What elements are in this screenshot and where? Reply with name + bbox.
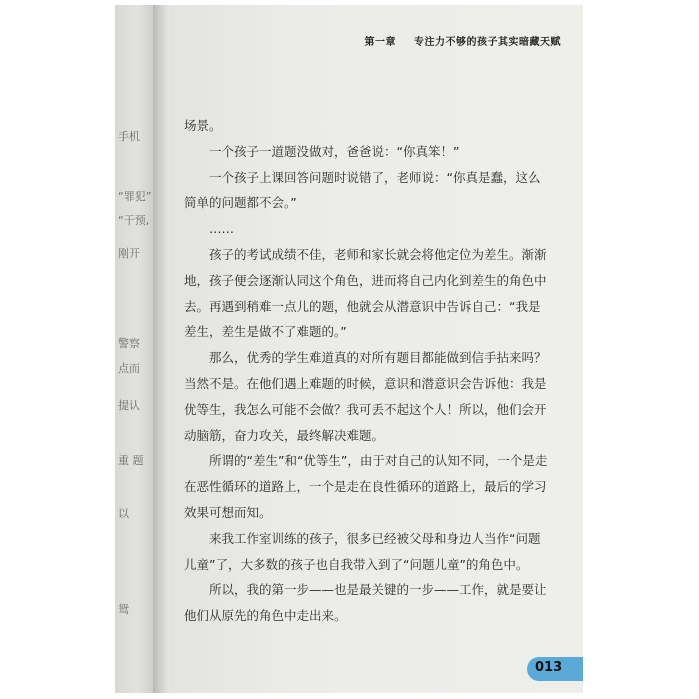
- left-page-fragment: “罪犯”: [118, 190, 152, 203]
- left-page-fragment: 提认: [118, 399, 140, 412]
- chapter-title: 专注力不够的孩子其实暗藏天赋: [414, 37, 561, 48]
- left-page-fragment: “干预,: [118, 214, 150, 227]
- left-page-fragment: 手机: [118, 130, 140, 143]
- left-page-fragment: 以: [118, 507, 129, 520]
- left-page-fragment: 警察: [118, 337, 140, 350]
- paragraph: 那么，优秀的学生难道真的对所有题目都能做到信手拈来吗？当然不是。在他们遇上难题的时候，意识和潜意识会告诉他：我是优等生，我怎么可能不会做？我可丢不起这个人！所以，他们会开动脑筋，奋力攻关，最终解决难题。: [184, 350, 547, 443]
- page-number-tab: [527, 657, 583, 681]
- page-number: 013: [535, 660, 563, 675]
- book-photo: [115, 5, 583, 693]
- left-page-fragment: 重 题: [118, 454, 144, 467]
- paragraph: 一个孩子上课回答问题时说错了，老师说：“你真是蠢，这么简单的问题都不会。”: [184, 169, 541, 211]
- book-spine-shadow: [153, 5, 169, 693]
- left-page-edge: [115, 5, 153, 693]
- paragraph: 所谓的“差生”和“优等生”，由于对自己的认知不同，一个是走在恶性循环的道路上，一个是走在良性循环的道路上，最后的学习效果可想而知。: [184, 453, 548, 520]
- left-page-fragment: 刚开: [118, 247, 140, 260]
- paragraph: 孩子的考试成绩不佳，老师和家长就会将他定位为差生。渐渐地，孩子便会逐渐认同这个角色，进而将自己内化到差生的角色中去。再遇到稍难一点儿的题，他就会从潜意识中告诉自己：“我是差生，差生是做不了难题的。”: [184, 246, 547, 340]
- left-page-fragment: 鸳: [118, 603, 129, 616]
- paragraph: ……: [209, 221, 234, 237]
- right-page: [169, 5, 583, 693]
- paragraph: 所以，我的第一步——也是最关键的一步——工作，就是要让他们从原先的角色中走出来。: [184, 582, 547, 624]
- body-text: [184, 113, 552, 629]
- left-page-fragment: 点而: [118, 362, 140, 375]
- paragraph: 场景。: [184, 118, 222, 133]
- paragraph: 一个孩子一道题没做对，爸爸说：“你真笨！”: [209, 143, 460, 159]
- running-header: [365, 33, 561, 48]
- paragraph: 来我工作室训练的孩子，很多已经被父母和身边人当作“问题儿童”了，大多数的孩子也自我带入到了“问题儿童”的角色中。: [184, 530, 541, 572]
- chapter-label: 第一章: [364, 37, 397, 48]
